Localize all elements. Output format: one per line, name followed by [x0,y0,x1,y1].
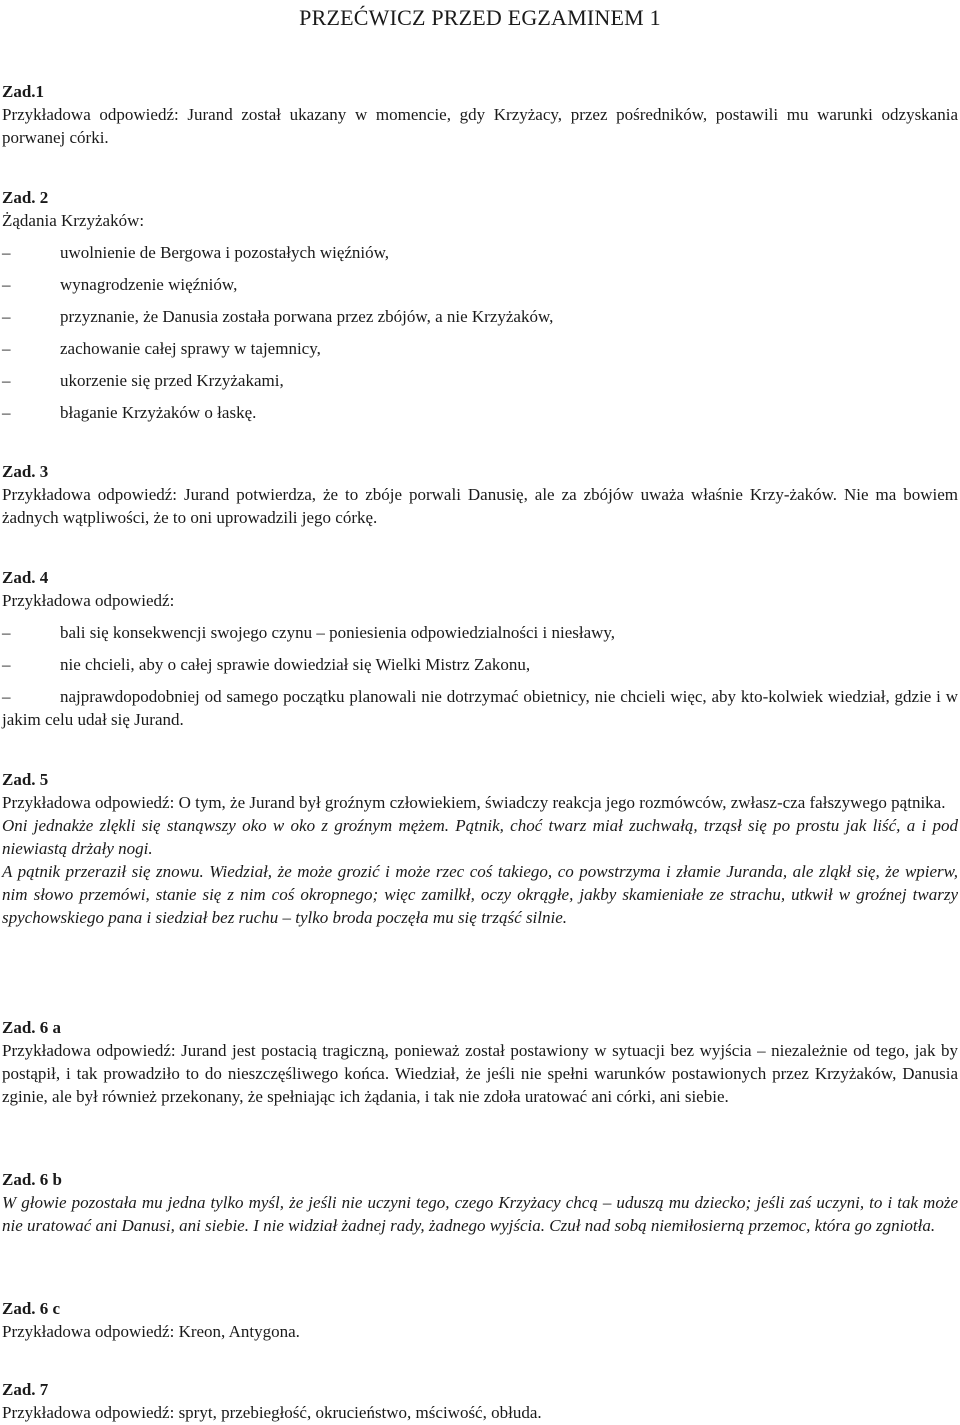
zad2-intro: Żądania Krzyżaków: [2,211,145,230]
zad2-heading: Zad. 2 [2,188,49,207]
zad4-heading: Zad. 4 [2,568,49,587]
list-item: – nie chcieli, aby o całej sprawie dowiedział się Wielki Mistrz Zakonu, [2,655,531,674]
page-title: PRZEĆWICZ PRZED EGZAMINEM 1 [299,5,661,30]
list-item: – wynagrodzenie więźniów, [2,275,238,294]
list-item: – zachowanie całej sprawy w tajemnicy, [2,339,321,358]
zad6c-heading: Zad. 6 c [2,1299,61,1318]
zad7-heading: Zad. 7 [2,1380,49,1399]
zad6b-heading: Zad. 6 b [2,1170,62,1189]
zad4-intro: Przykładowa odpowiedź: [2,591,175,610]
zad1-section [2,80,958,149]
zad5-quote-2: A pątnik przeraził się znowu. Wiedział, że może grozić i może rzec coś takiego, co powstrzyma i złamie Juranda, ale zląkł się, że wpierw, nim słowo przemówi, stanie się z nim coś okropnego; więc zamilkł, oczy okrągłe, jakby skamieniałe ze strachu, utkwił w groźnej twarzy spychowskiego pana i siedział bez ruchu – tylko broda poczęła mu się trząść silnie. [2,862,958,927]
zad3-text: Przykładowa odpowiedź: Jurand potwierdza, że to zbóje porwali Danusię, ale za zbójów uważa właśnie Krzy-żaków. Nie ma bowiem żadnych wątpliwości, że to oni uprowadzili jego córkę. [2,485,958,527]
zad4-list [2,621,958,731]
list-item: – najprawdopodobniej od samego początku planowali nie dotrzymać obietnicy, nie chcieli więc, aby kto-kolwiek wiedział, gdzie i w jakim celu udał się Jurand. [2,687,958,729]
zad6a-text: Przykładowa odpowiedź: Jurand jest postacią tragiczną, ponieważ został postawiony w sytuacji bez wyjścia – niezależnie od tego, jak by postąpił, i tak prowadziło to do nieszczęśliwego końca. Wiedział, że jeśli nie spełni warunków postawionych przez Krzyżaków, Danusia zginie, ale był również przekonany, że spełniając ich żądania, i tak nie zdoła uratować ani córki, ani siebie. [2,1041,958,1106]
zad7-text: Przykładowa odpowiedź: spryt, przebiegłość, okrucieństwo, mściwość, obłuda. [2,1403,542,1422]
list-item: – uwolnienie de Bergowa i pozostałych więźniów, [2,243,390,262]
zad6b-quote: W głowie pozostała mu jedna tylko myśl, że jeśli nie uczyni tego, czego Krzyżacy chcą – uduszą mu dziecko; jeśli zaś uczyni, to i tak może nie uratować ani Danusi, ani siebie. I nie widział żadnej rady, żadnego wyjścia. Czuł nad sobą niemiłosierną przemoc, która go zgniotła. [2,1193,958,1235]
zad5-text: Przykładowa odpowiedź: O tym, że Jurand był groźnym człowiekiem, świadczy reakcja jego rozmówców, zwłasz-cza fałszywego pątnika. [2,793,946,812]
zad6c-text: Przykładowa odpowiedź: Kreon, Antygona. [2,1322,300,1341]
list-item: – błaganie Krzyżaków o łaskę. [2,403,257,422]
zad6b-section [2,1168,958,1237]
zad5-heading: Zad. 5 [2,770,49,789]
list-item: – ukorzenie się przed Krzyżakami, [2,371,284,390]
zad2-list [2,241,958,433]
title-section [2,0,958,32]
zad6a-heading: Zad. 6 a [2,1018,62,1037]
zad2-section [2,186,958,433]
zad3-heading: Zad. 3 [2,462,49,481]
list-item: – przyznanie, że Danusia została porwana przez zbójów, a nie Krzyżaków, [2,307,554,326]
zad4-section [2,566,958,731]
zad3-section [2,460,958,529]
zad7-section [2,1378,958,1424]
zad6a-section [2,1016,958,1108]
zad6c-section [2,1297,958,1343]
zad1-heading: Zad.1 [2,82,45,101]
zad1-text: Przykładowa odpowiedź: Jurand został ukazany w momencie, gdy Krzyżacy, przez pośredników, postawili mu warunki odzyskania porwanej córki. [2,105,958,147]
list-item: – bali się konsekwencji swojego czynu – poniesienia odpowiedzialności i niesławy, [2,623,616,642]
zad5-quote-1: Oni jednakże zlękli się stanąwszy oko w oko z groźnym mężem. Pątnik, choć twarz miał zuchwałą, trząsł się po prostu jak liść, a i pod niewiastą drżały nogi. [2,816,958,858]
zad5-section [2,768,958,929]
